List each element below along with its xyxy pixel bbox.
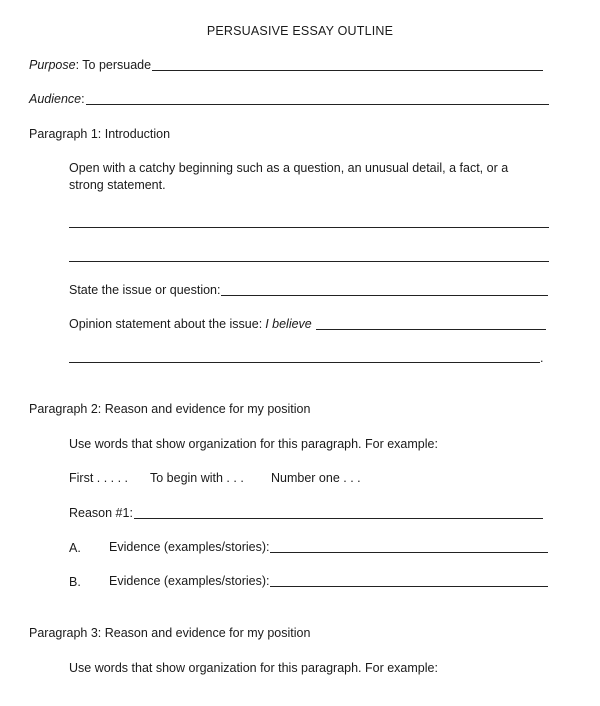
paragraph3-instruction: Use words that show organization for this paragraph. For example:	[69, 661, 438, 675]
opinion-italic-text: I believe	[265, 317, 312, 331]
page-title: PERSUASIVE ESSAY OUTLINE	[206, 24, 394, 38]
paragraph2-heading: Paragraph 2: Reason and evidence for my position	[29, 402, 311, 416]
issue-answer-line[interactable]	[221, 283, 548, 296]
evidence-b-marker: B.	[69, 575, 81, 589]
purpose-label: Purpose	[29, 58, 76, 72]
reason1-label: Reason #1:	[69, 506, 133, 520]
audience-label: Audience	[29, 92, 82, 106]
paragraph2-example-2: To begin with . . .	[150, 471, 244, 485]
intro-answer-line-1[interactable]	[69, 227, 549, 228]
paragraph1-instruction-line1: Open with a catchy beginning such as a question, an unusual detail, a fact, or a	[69, 161, 509, 175]
intro-answer-line-2[interactable]	[69, 261, 549, 262]
issue-label: State the issue or question:	[69, 283, 221, 297]
opinion-end-period: .	[540, 351, 544, 365]
evidence-b-label: Evidence (examples/stories):	[109, 574, 270, 588]
reason1-row	[69, 506, 543, 521]
evidence-a-row	[109, 540, 548, 555]
paragraph2-example-3: Number one . . .	[271, 471, 361, 485]
audience-row	[29, 92, 549, 107]
opinion-continuation-line[interactable]	[69, 362, 540, 363]
audience-suffix: :	[81, 92, 85, 106]
purpose-row	[29, 58, 543, 73]
opinion-row	[69, 317, 546, 332]
purpose-answer-line[interactable]	[152, 58, 543, 71]
paragraph1-instruction-line2: strong statement.	[69, 178, 166, 192]
evidence-a-label: Evidence (examples/stories):	[109, 540, 270, 554]
issue-row	[69, 283, 548, 298]
opinion-answer-line[interactable]	[316, 317, 546, 330]
paragraph2-example-1: First . . . . .	[69, 471, 129, 485]
audience-answer-line[interactable]	[86, 92, 549, 105]
paragraph3-heading: Paragraph 3: Reason and evidence for my position	[29, 626, 311, 640]
opinion-label: Opinion statement about the issue:	[69, 317, 263, 331]
purpose-suffix: : To persuade	[75, 58, 152, 72]
evidence-a-answer-line[interactable]	[270, 540, 548, 553]
reason1-answer-line[interactable]	[134, 506, 543, 519]
evidence-b-answer-line[interactable]	[270, 574, 548, 587]
evidence-a-marker: A.	[69, 541, 81, 555]
paragraph2-instruction: Use words that show organization for this paragraph. For example:	[69, 437, 438, 451]
paragraph1-heading: Paragraph 1: Introduction	[29, 127, 171, 141]
evidence-b-row	[109, 574, 548, 589]
